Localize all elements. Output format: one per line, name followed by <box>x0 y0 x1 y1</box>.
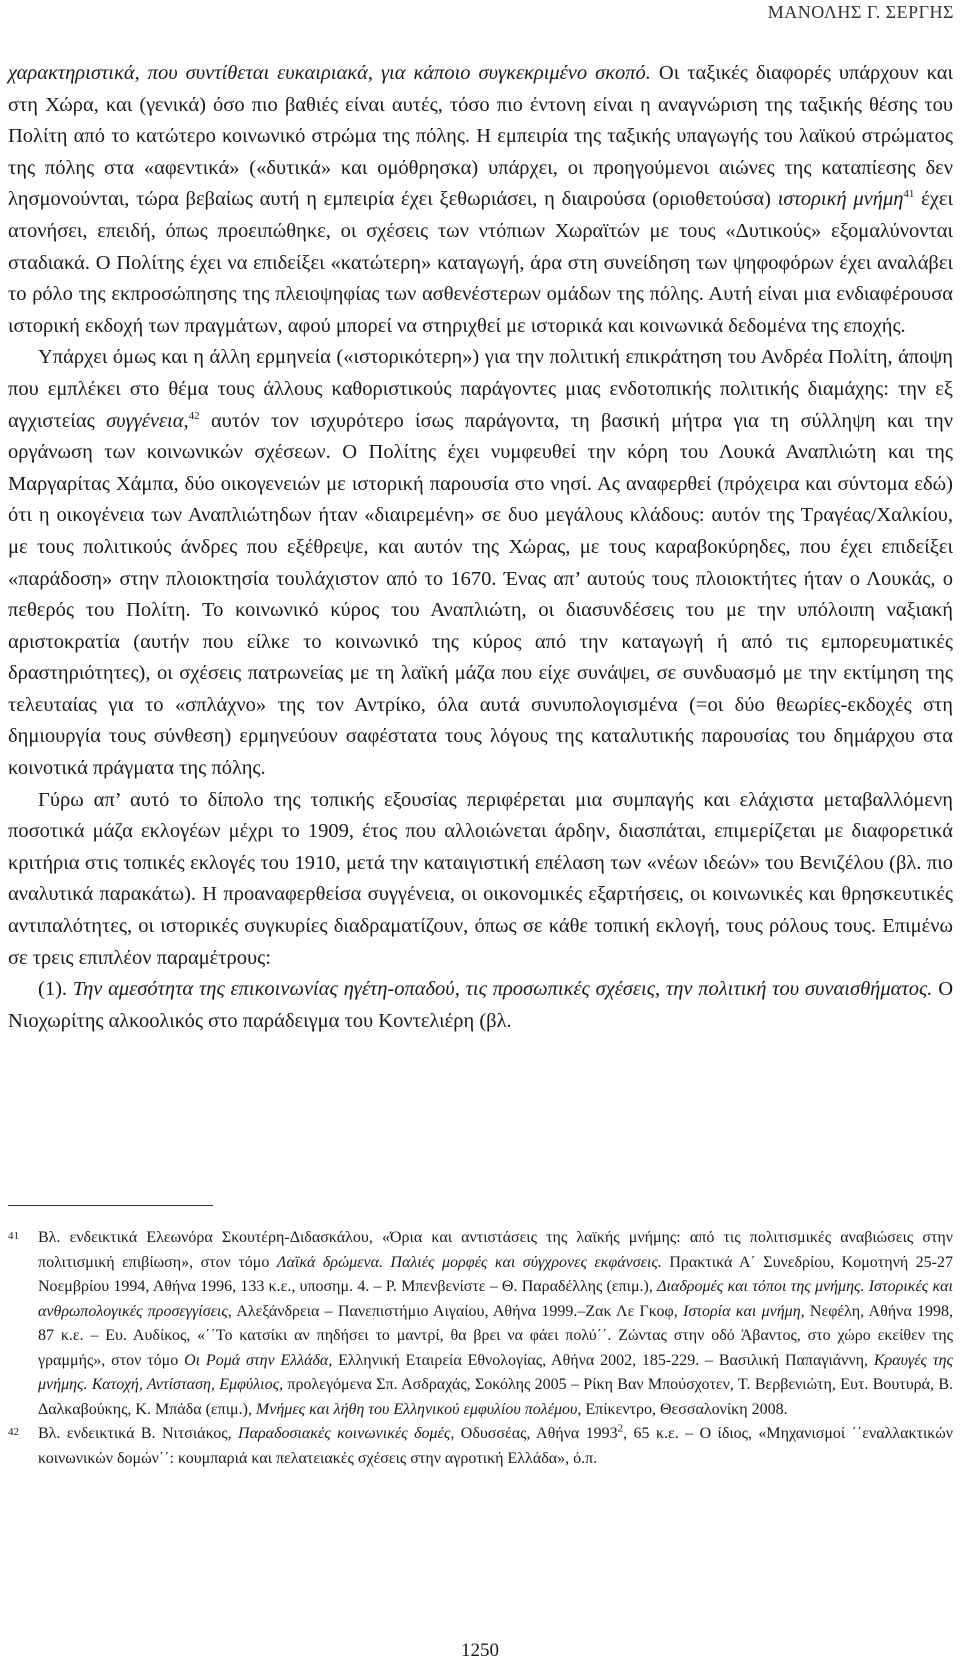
italic-text: ιστορική μνήμη <box>777 188 904 211</box>
italic-text: Την αμεσότητα της επικοινωνίας ηγέτη-οπαδού, τις προσωπικές σχέσεις, την πολιτική του συναισθήματος. <box>72 978 933 1001</box>
paragraph <box>8 974 953 1037</box>
text-run: Υπάρχει όμως και η άλλη ερμηνεία («ιστορικότερη») για την πολιτική επικράτηση του Ανδρέα Πολίτη, άποψη που εμπλέκει στο θέμα τους άλλους καθοριστικούς παράγοντες μιας ενδοτοπικής πολιτικής διαμάχης: την εξ αγχιστείας <box>8 346 953 432</box>
text-run: , προλεγόμενα Σπ. Ασδραχάς, Σοκόλης 2005 – Ρίκη Βαν Μπούσχοτεν, Τ. Βερβενιώτη, Ευτ. Βουτυρά, Β. Δαλκαβούκης, Κ. Μπάδα (επιμ.), <box>38 1376 954 1418</box>
footnote-reference: 2 <box>617 1422 624 1435</box>
text-run: Οι ταξικές διαφορές υπάρχουν και στη Χώρα, και (γενικά) όσο πιο βαθιές είναι αυτές, τόσο πιο έντονη είναι η αναγνώριση της ταξικής θέσης του Πολίτη από το κατώτερο κοινωνικό στρώμα της πόλης. Η εμπειρία της ταξικής υπαγωγής του λαϊκού στρώματος της πόλης στα «αφεντικά» («δυτικά» και ομόθρησκα) υπάρχει, οι προηγούμενοι αιώνες της καταπίεσης δεν λησμονούνται, τώρα βεβαίως αυτή η εμπειρία έχει ξεθωριάσει, η διαιρούσα (οριοθετούσα) <box>8 62 953 211</box>
italic-text: Ιστορία και μνήμη <box>683 1302 801 1320</box>
text-run: αυτόν τον ισχυρότερο ίσως παράγοντα, τη βασική μήτρα για τη σύλληψη και την οργάνωση των κοινωνικών σχέσεων. Ο Πολίτης έχει νυμφευθεί την κόρη του Λουκά Αναπλιώτη και της Μαργαρίτας Χάμπα, δύο οικογενειών με ιστορική παρουσία στο νησί. Ας αναφερθεί (πρόχειρα και σύντομα εδώ) ότι η οικογένεια των Αναπλιώτηδων ήταν «διαιρεμένη» σε δυο μεγάλους κλάδους: αυτόν της Τραγέας/Χαλκίου, με τους πολιτικούς άνδρες που εξέθρεψε, και αυτόν της Χώρας, με τους καραβοκύρηδες, που έχει επιδείξει «παράδοση» στην πλοιοκτησία τουλάχιστον από το 1670. Ένας απ’ αυτούς τους πλοιοκτήτες ήταν ο Λουκάς, ο πεθερός του Πολίτη. Το κοινωνικό κύρος του Αναπλιώτη, οι διασυνδέσεις του με την υπόλοιπη ναξιακή αριστοκρατία (αυτήν που είλκε το κοινωνικό της κύρος από την καταγωγή ή από τις εμπορευματικές δραστηριότητες), οι σχέσεις πατρωνείας με τη λαϊκή μάζα που είχε συνάψει, σε συνδυασμό με την εκτίμηση της τελευταίας για το «σπλάχνο» της τον Αντρίκο, όλα αυτά συνυπολογισμένα (=οι δύο θεωρίες-εκδοχές στη δημιουργία τους σύνθεση) ερμηνεύουν σαφέστατα τους λόγους της καταλυτικής παρουσίας του δημάρχου στα κοινοτικά πράγματα της πόλης. <box>8 409 953 780</box>
footnote-separator <box>8 1205 213 1206</box>
text-run: Γύρω απ’ αυτό το δίπολο της τοπικής εξουσίας περιφέρεται μια συμπαγής και ελάχιστα μεταβαλλόμενη ποσοτικά μάζα εκλογέων μέχρι το 1909, έτος που αλλοιώνεται άρδην, διασπάται, επιμερίζεται με διαφορετικά κριτήρια στις τοπικές εκλογές του 1910, μετά την καταιγιστική επέλαση των «νέων ιδεών» του Βενιζέλου (βλ. πιο αναλυτικά παρακάτω). Η προαναφερθείσα συγγένεια, οι οικονομικές εξαρτήσεις, οι κοινωνικές και θρησκευτικές αντιπαλότητες, οι ιστορικές συγκυρίες διαδραματίζουν, όπως σε κάθε τοπική εκλογή, τους ρόλους τους. Επιμένω σε τρεις επιπλέον παραμέτρους: <box>8 788 953 969</box>
italic-text: Κραυγές της μνήμης. Κατοχή, Αντίσταση, Εμφύλιος <box>38 1351 954 1393</box>
text-run: έχει ατονήσει, επειδή, όπως προειπώθηκε, οι σχέσεις των ντόπιων Χωραϊτών με τους «Δυτικούς» εξομαλύνονται σταδιακά. Ο Πολίτης έχει να επιδείξει «κατώτερη» καταγωγή, άρα στη συνείδηση των ψηφοφόρων έχει αναλάβει το ρόλο της εκπροσώπησης της πλειοψηφίας των ασθενέστερων ομάδων της πόλης. Αυτή είναι μια ενδιαφέρουσα ιστορική εκδοχή των πραγμάτων, αφού μπορεί να στηριχθεί με ιστορικά και κοινωνικά δεδομένα της εποχής. <box>8 188 953 337</box>
text-run: , Επίκεντρο, Θεσσαλονίκη 2008. <box>577 1400 788 1418</box>
text-run: , Οδυσσέας, Αθήνα 1993 <box>450 1425 618 1442</box>
italic-text: Οι Ρομά στην Ελλάδα <box>184 1351 329 1369</box>
italic-text: Λαϊκά δρώμενα. Παλιές μορφές και σύγχρονες εκφάνσεις. <box>276 1253 662 1271</box>
text-run: , Νεφέλη, Αθήνα 1998, 87 κ.ε. – Ευ. Αυδίκος, «΄΄Το κατσίκι αν πηδήσει το μαντρί, θα βρει να φάει πολύ΄΄. Ζώντας στην οδό Άβαντος, στο χώρο εκείθεν της γραμμής», στον τόμο <box>38 1302 954 1369</box>
running-header-author: ΜΑΝΟΛΗΣ Γ. ΣΕΡΓΗΣ <box>767 2 954 22</box>
text-run: , Ελληνική Εταιρεία Εθνολογίας, Αθήνα 2002, 185-229. – Βασιλική Παπαγιάννη, <box>328 1351 874 1369</box>
italic-text: συγγένεια <box>106 409 184 432</box>
text-run: , Αλεξάνδρεια – Πανεπιστήμιο Αιγαίου, Αθήνα 1999.–Ζακ Λε Γκοφ, <box>227 1302 684 1320</box>
italic-text: Παραδοσιακές κοινωνικές δομές <box>238 1425 451 1442</box>
page-number: 1250 <box>461 1640 499 1661</box>
footnote-reference: 42 <box>188 409 200 422</box>
footnotes <box>8 1226 953 1471</box>
footnote-number: 42 <box>8 1426 19 1438</box>
italic-text: Διαδρομές και τόποι της μνήμης. Ιστορικές και ανθρωπολογικές προσεγγίσεις <box>38 1278 953 1320</box>
paragraph <box>8 58 953 342</box>
text-run: Ο Νιοχωρίτης αλκοολικός στο παράδειγμα του Κοντελιέρη (βλ. <box>8 978 954 1032</box>
paragraph <box>8 785 953 975</box>
footnote-reference: 41 <box>903 188 915 201</box>
footnote-number: 41 <box>8 1230 19 1242</box>
italic-text: Μνήμες και λήθη του Ελληνικού εμφυλίου πολέμου <box>255 1400 578 1418</box>
italic-text: χαρακτηριστικά, που συντίθεται ευκαιριακά, για κάποιο συγκεκριμένο σκοπό. <box>8 62 651 84</box>
text-run: , <box>183 409 189 432</box>
text-run: Βλ. ενδεικτικά Ελεωνόρα Σκουτέρη-Διδασκάλου, «Όρια και αντιστάσεις της λαϊκής μνήμης: από τις πολιτισμικές αναβιώσεις στην πολιτισμική επιβίωση», στον τόμο <box>38 1229 953 1271</box>
footnote <box>8 1226 953 1422</box>
paragraph <box>8 342 953 784</box>
footnote <box>8 1422 953 1471</box>
text-run: Βλ. ενδεικτικά Β. Νιτσιάκος, <box>38 1425 239 1442</box>
text-run: Πρακτικά Α΄ Συνεδρίου, Κομοτηνή 25-27 Νοεμβρίου 1994, Αθήνα 1996, 133 κ.ε., υποσημ. 4. – Ρ. Μπενβενίστε – Θ. Παραδέλλης (επιμ.), <box>38 1253 953 1295</box>
text-run: (1). <box>38 978 73 1001</box>
text-run: , 65 κ.ε. – Ο ίδιος, «Μηχανισμοί ΄΄εναλλακτικών κοινωνικών δομών΄΄: κουμπαριά και πελατειακές σχέσεις στην αγροτική Ελλάδα», ό.π. <box>38 1425 953 1467</box>
body-text <box>8 58 953 1037</box>
